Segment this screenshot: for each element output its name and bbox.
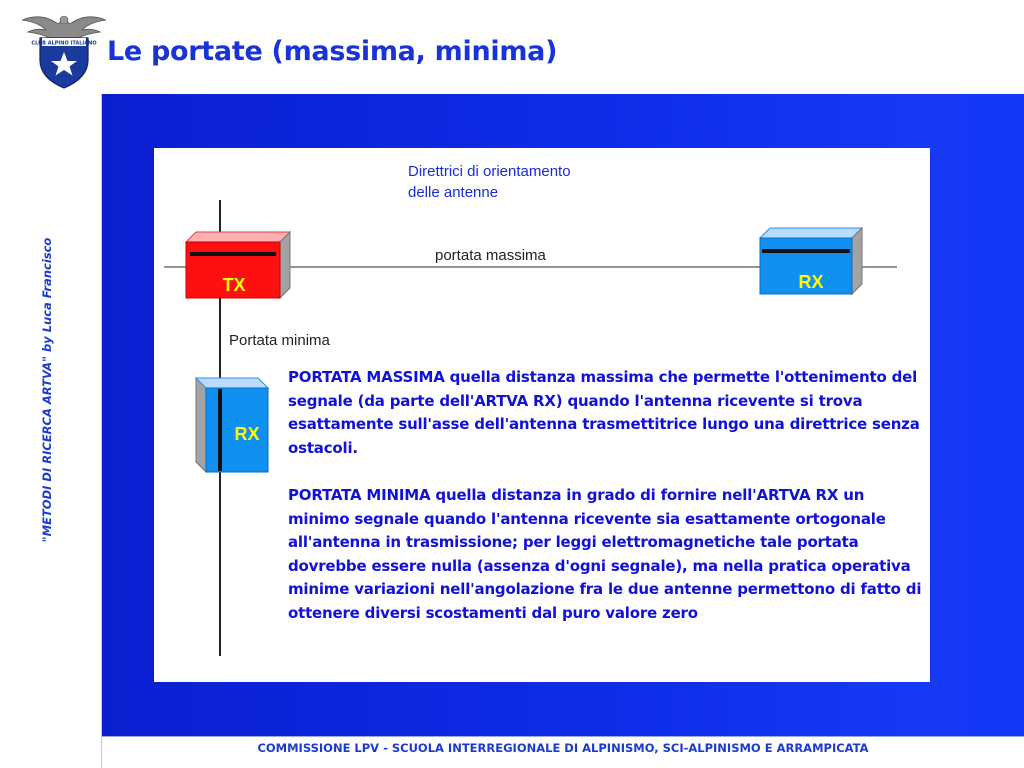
description-text bbox=[288, 366, 928, 649]
side-vertical-label: "METODI DI RICERCA ARTVA" by Luca Francisco bbox=[40, 237, 54, 543]
tx-label: TX bbox=[222, 275, 246, 295]
portata-massima-paragraph: PORTATA MASSIMA quella distanza massima che permette l'ottenimento del segnale (da parte dell'ARTVA RX) quando l'antenna ricevente si trova esattamente sull'asse dell'antenna trasmettitrice lungo una direttrice senza ostacoli. bbox=[288, 368, 920, 457]
rx-device-right bbox=[760, 228, 862, 294]
rx-device-left bbox=[196, 378, 268, 472]
cai-eagle-logo-icon bbox=[20, 8, 108, 90]
rx-left-label: RX bbox=[234, 424, 260, 444]
logo-text: CLUB ALPINO ITALIANO bbox=[31, 40, 97, 47]
direttrici-label-line2: delle antenne bbox=[408, 184, 499, 201]
slide-title: Le portate (massima, minima) bbox=[107, 36, 558, 67]
blue-right-strip bbox=[966, 94, 1024, 736]
tx-device bbox=[186, 232, 290, 298]
direttrici-label-line1: Direttrici di orientamento bbox=[408, 163, 571, 180]
rx-right-label: RX bbox=[798, 272, 824, 292]
content-panel bbox=[154, 148, 930, 682]
portata-massima-label: portata massima bbox=[435, 247, 546, 264]
footer-text: COMMISSIONE LPV - SCUOLA INTERREGIONALE DI ALPINISMO, SCI-ALPINISMO E ARRAMPICATA bbox=[257, 741, 869, 755]
portata-minima-label: Portata minima bbox=[229, 332, 330, 349]
portata-minima-paragraph: PORTATA MINIMA quella distanza in grado di fornire nell'ARTVA RX un minimo segnale quando l'antenna ricevente sia esattamente ortogonale all'antenna in trasmissione; per leggi elettromagnetiche tale portata dovrebbe essere nulla (assenza d'ogni segnale), ma nella pratica operativa minime variazioni nell'angolazione fra le due antenne permettono di fatto di ottenere diversi scostamenti dal puro valore zero bbox=[288, 486, 922, 622]
